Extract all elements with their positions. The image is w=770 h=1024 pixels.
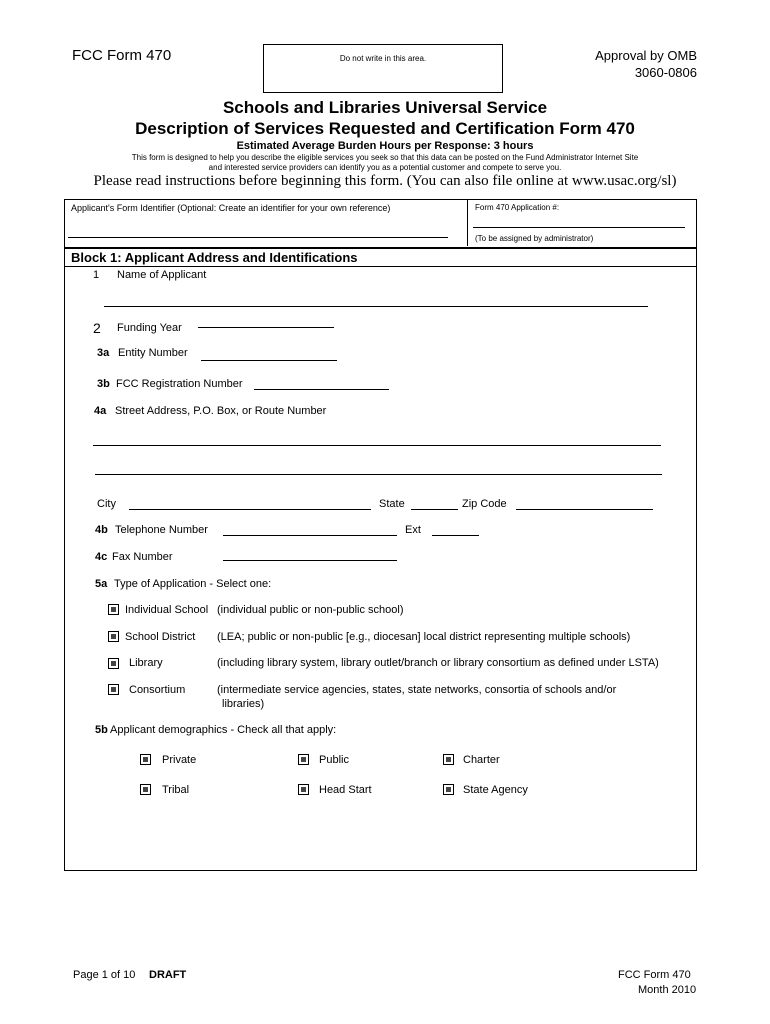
field4b-label: Telephone Number (115, 524, 208, 536)
zip-label: Zip Code (462, 498, 507, 510)
field5b-label: Applicant demographics - Check all that apply: (110, 724, 337, 736)
funding-year-line[interactable] (198, 327, 334, 328)
block1-heading: Block 1: Applicant Address and Identifications (71, 250, 358, 265)
app-type-desc: (intermediate service agencies, states, state networks, consortia of schools and/or (217, 684, 617, 696)
identifier-box (64, 199, 697, 248)
entity-number-line[interactable] (201, 360, 337, 361)
checkbox-head-start[interactable] (298, 784, 309, 795)
checkbox-charter[interactable] (443, 754, 454, 765)
state-line[interactable] (411, 509, 458, 510)
app-type-label: Individual School (125, 604, 209, 616)
do-not-write-note: Do not write in this area. (339, 54, 427, 63)
street-address-line-1[interactable] (93, 445, 661, 446)
demographic-label: State Agency (463, 784, 528, 796)
checkbox-public[interactable] (298, 754, 309, 765)
field4b-number: 4b (95, 524, 108, 536)
field5b-number: 5b (95, 724, 108, 736)
field5a-label: Type of Application - Select one: (114, 578, 272, 590)
checkbox-individual-school[interactable] (108, 604, 119, 615)
checkbox-private[interactable] (140, 754, 151, 765)
field3b-number: 3b (97, 378, 110, 390)
field3a-number: 3a (97, 347, 110, 359)
field4c-number: 4c (95, 551, 108, 563)
checkbox-consortium[interactable] (108, 684, 119, 695)
app-type-label: School District (125, 631, 196, 643)
app-type-label: Consortium (129, 684, 186, 696)
identifier-divider (467, 200, 468, 246)
app-type-desc: (LEA; public or non-public [e.g., diocesan] local district representing multiple schools) (217, 631, 631, 643)
form-description-2: and interested service providers can identify you as a potential customer and compete to serve you. (208, 163, 562, 172)
identifier-label: Applicant's Form Identifier (Optional: Create an identifier for your own reference) (71, 203, 391, 213)
admin-area-box (263, 44, 503, 93)
footer-date: Month 2010 (638, 984, 697, 996)
app-type-desc-cont: libraries) (222, 698, 265, 710)
fax-line[interactable] (223, 560, 397, 561)
demographic-label: Tribal (162, 784, 190, 796)
field5a-number: 5a (95, 578, 108, 590)
city-line[interactable] (129, 509, 371, 510)
zip-line[interactable] (516, 509, 653, 510)
checkbox-library[interactable] (108, 658, 119, 669)
checkbox-school-district[interactable] (108, 631, 119, 642)
field2-number: 2 (93, 320, 101, 336)
field4a-label: Street Address, P.O. Box, or Route Number (115, 405, 327, 417)
form-name: FCC Form 470 (72, 47, 172, 64)
application-number-line (473, 227, 685, 228)
demographic-label: Private (162, 754, 197, 766)
assigned-note: (To be assigned by administrator) (475, 234, 594, 243)
checkbox-state-agency[interactable] (443, 784, 454, 795)
burden-hours: Estimated Average Burden Hours per Response: 3 hours (236, 140, 534, 152)
city-label: City (97, 498, 116, 510)
field3a-label: Entity Number (118, 347, 188, 359)
fcc-registration-line[interactable] (254, 389, 389, 390)
page-number: Page 1 of 10 (73, 969, 136, 981)
field2-label: Funding Year (117, 322, 182, 334)
field1-number: 1 (93, 269, 100, 281)
demographic-label: Public (319, 754, 349, 766)
telephone-line[interactable] (223, 535, 397, 536)
app-type-label: Library (129, 657, 163, 669)
ext-line[interactable] (432, 535, 479, 536)
field3b-label: FCC Registration Number (116, 378, 243, 390)
checkbox-tribal[interactable] (140, 784, 151, 795)
identifier-input-line[interactable] (68, 237, 448, 238)
street-address-line-2[interactable] (95, 474, 662, 475)
applicant-name-line[interactable] (104, 306, 648, 307)
footer-form-name: FCC Form 470 (618, 969, 691, 981)
field4c-label: Fax Number (112, 551, 173, 563)
title-line2: Description of Services Requested and Certification Form 470 (135, 119, 635, 138)
form-description-1: This form is designed to help you describe the eligible services you seek so that this data can be posted on the Fund Administrator Internet Site (131, 153, 639, 162)
draft-label: DRAFT (149, 969, 187, 981)
title-line1: Schools and Libraries Universal Service (222, 98, 548, 117)
app-type-desc: (individual public or non-public school) (217, 604, 404, 616)
block1-heading-rule (64, 266, 697, 267)
ext-label: Ext (405, 524, 421, 536)
field4a-number: 4a (94, 405, 107, 417)
demographic-label: Head Start (319, 784, 372, 796)
omb-approval-line1: Approval by OMB (595, 48, 697, 63)
omb-number: 3060-0806 (634, 65, 697, 80)
omb-approval (595, 48, 697, 80)
state-label: State (379, 498, 405, 510)
app-type-desc: (including library system, library outlet/branch or library consortium as defined under LSTA) (217, 657, 659, 669)
field1-label: Name of Applicant (117, 269, 207, 281)
demographic-label: Charter (463, 754, 500, 766)
instructions-note: Please read instructions before beginning this form. (You can also file online at www.usac.org/sl) (93, 173, 677, 189)
application-number-label: Form 470 Application #: (475, 203, 560, 212)
